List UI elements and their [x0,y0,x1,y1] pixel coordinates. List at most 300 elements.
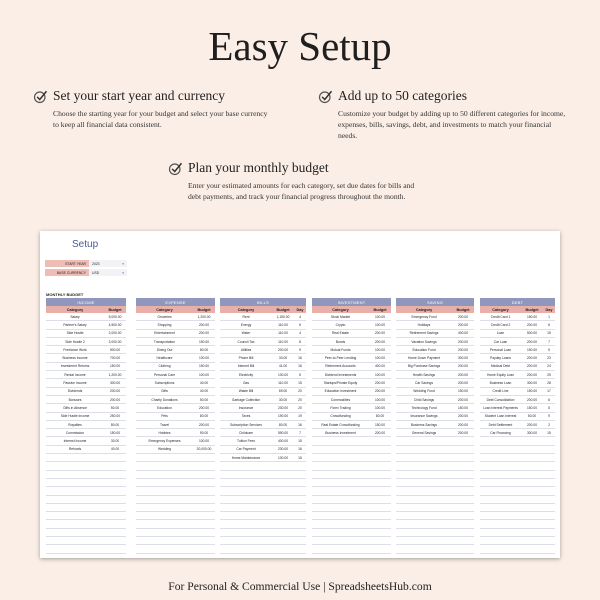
table-cell: 80.00 [199,414,209,419]
table-row[interactable] [312,371,391,379]
table-row[interactable] [220,363,306,371]
table-row[interactable] [46,330,126,338]
table-row[interactable] [396,479,474,487]
table-row[interactable] [220,479,306,487]
table-row[interactable] [396,537,474,545]
table-cell: Insurance Savings [410,414,438,419]
table-row[interactable] [136,313,215,321]
table-row[interactable] [136,388,215,396]
table-cell: Salary [70,314,80,319]
table-cell: Internet Bill [237,364,255,369]
table-row[interactable] [220,396,306,404]
table-cell: Vacation Savings [411,339,437,344]
table-row[interactable] [136,363,215,371]
currency-value: USD [92,270,100,275]
table-row[interactable] [312,504,391,512]
table-row[interactable] [396,462,474,470]
table-row[interactable] [220,487,306,495]
budget-table-bills [220,298,306,554]
table-row[interactable] [312,321,391,329]
table-cell: 15 [298,381,302,386]
table-row[interactable] [46,413,126,421]
table-row[interactable] [480,404,555,412]
table-cell: Peer-to-Peer Lending [324,356,357,361]
table-row[interactable] [480,379,555,387]
table-row[interactable] [220,421,306,429]
table-row[interactable] [46,346,126,354]
table-cell: 200.00 [457,364,469,369]
table-row[interactable] [312,346,391,354]
table-row[interactable] [46,354,126,362]
table-row[interactable] [220,520,306,528]
table-row[interactable] [480,454,555,462]
table-row[interactable] [46,545,126,553]
table-cell: Car Loan [493,339,508,344]
table-cell: 30.00 [278,397,288,402]
table-row[interactable] [136,479,215,487]
table-row[interactable] [480,537,555,545]
table-row[interactable] [220,330,306,338]
table-cell: 150.00 [526,405,538,410]
table-row[interactable] [220,454,306,462]
table-row[interactable] [312,338,391,346]
table-cell: 200.00 [109,389,121,394]
table-cell: 400.00 [374,364,386,369]
table-row[interactable] [46,454,126,462]
table-row[interactable] [480,330,555,338]
table-row[interactable] [220,512,306,520]
monthly-budget-label: MONTHLY BUDGET [46,292,84,297]
budget-table-expense [136,298,215,554]
table-row[interactable] [480,512,555,520]
table-row[interactable] [136,354,215,362]
table-row[interactable] [136,429,215,437]
table-cell: 200.00 [526,364,538,369]
table-cell: Debt Settlement [488,422,513,427]
table-row[interactable] [396,520,474,528]
table-row[interactable] [480,479,555,487]
table-row[interactable] [136,338,215,346]
table-row[interactable] [396,321,474,329]
table-row[interactable] [136,371,215,379]
table-row[interactable] [312,396,391,404]
table-row[interactable] [480,396,555,404]
table-row[interactable] [312,520,391,528]
table-row[interactable] [136,413,215,421]
table-row[interactable] [480,313,555,321]
table-row[interactable] [312,512,391,520]
table-row[interactable] [396,346,474,354]
table-cell: 100.00 [374,372,386,377]
table-row[interactable] [136,537,215,545]
table-cell: Loan Interest Payments [483,405,518,410]
start-year-value: 2023 [92,261,100,266]
table-cell: 300.00 [526,430,538,435]
table-row[interactable] [480,354,555,362]
table-row[interactable] [312,454,391,462]
table-cell: 50.00 [199,397,209,402]
table-row[interactable] [312,545,391,553]
table-row[interactable] [136,487,215,495]
table-cell: 40.00 [199,389,209,394]
table-row[interactable] [220,379,306,387]
table-cell: Groceries [157,314,172,319]
table-row[interactable] [480,496,555,504]
start-year-select[interactable] [89,260,127,267]
table-cell: Commodities [330,397,351,402]
table-row[interactable] [220,354,306,362]
table-row[interactable] [396,404,474,412]
table-row[interactable] [480,462,555,470]
table-cell: 90.00 [199,430,209,435]
table-row[interactable] [312,413,391,421]
table-cell: 150.00 [109,430,121,435]
table-row[interactable] [396,512,474,520]
table-cell: Childcare [239,430,253,435]
table-row[interactable] [46,429,126,437]
table-cell: Emergency Expenses [148,439,181,444]
table-cell: Council Tax [237,339,255,344]
table-row[interactable] [220,496,306,504]
table-row[interactable] [480,545,555,553]
table-row[interactable] [46,321,126,329]
table-row[interactable] [46,529,126,537]
table-row[interactable] [136,512,215,520]
table-row[interactable] [480,346,555,354]
table-row[interactable] [136,421,215,429]
table-row[interactable] [46,479,126,487]
feature-desc: Customize your budget by adding up to 50 different categories for income, expenses, bills, savings, debt, and investments to match your financial needs. [338,109,566,140]
column-header: Day [296,307,304,312]
table-cell: 80.00 [110,422,120,427]
table-header: INCOME [46,298,126,306]
budget-table-investment [312,298,391,554]
table-cell: Crowdfunding [330,414,351,419]
table-row[interactable] [136,471,215,479]
table-cell: General Savings [411,430,437,435]
table-cell: 100.00 [374,356,386,361]
currency-setting [45,269,127,276]
table-row[interactable] [220,537,306,545]
table-row[interactable] [396,437,474,445]
table-cell: 24 [547,364,551,369]
table-cell: Payday Loans [490,356,511,361]
table-row[interactable] [312,462,391,470]
table-row[interactable] [480,429,555,437]
table-row[interactable] [220,346,306,354]
table-header: DEBT [480,298,555,306]
table-row[interactable] [396,446,474,454]
table-cell: Side Hustle Income [60,414,90,419]
column-header: Category [237,307,255,312]
table-row[interactable] [46,371,126,379]
table-cell: 200.00 [457,347,469,352]
table-row[interactable] [312,313,391,321]
table-cell: 150.00 [198,364,210,369]
table-row[interactable] [396,396,474,404]
table-row[interactable] [46,404,126,412]
table-cell: Crypto [335,322,346,327]
table-row[interactable] [480,338,555,346]
table-row[interactable] [46,388,126,396]
table-cell: 150.00 [526,389,538,394]
table-row[interactable] [136,379,215,387]
table-cell: Retirement Savings [409,331,439,336]
table-cell: 15 [547,430,551,435]
table-cell: 19 [298,414,302,419]
table-cell: Credit Card 2 [490,322,511,327]
table-row[interactable] [312,529,391,537]
table-row[interactable] [220,313,306,321]
table-row[interactable] [46,504,126,512]
table-row[interactable] [480,421,555,429]
table-row[interactable] [312,429,391,437]
budget-table-debt [480,298,555,554]
table-row[interactable] [136,520,215,528]
table-cell: 200.00 [457,322,469,327]
table-row[interactable] [46,496,126,504]
table-row[interactable] [396,487,474,495]
table-cell: 300.00 [109,381,121,386]
table-cell: 100.00 [198,372,210,377]
table-row[interactable] [312,404,391,412]
table-row[interactable] [46,512,126,520]
table-row[interactable] [220,437,306,445]
table-row[interactable] [396,379,474,387]
table-cell: Dining Out [156,347,173,352]
feature-monthly-budget [168,160,428,202]
table-cell: 100.00 [198,439,210,444]
table-row[interactable] [480,520,555,528]
table-cell: 100.00 [374,322,386,327]
table-cell: 200.00 [457,430,469,435]
table-row[interactable] [46,446,126,454]
table-row[interactable] [46,363,126,371]
table-row[interactable] [480,529,555,537]
table-row[interactable] [396,388,474,396]
column-header: Category [415,307,433,312]
table-cell: 16 [298,422,302,427]
table-cell: 80.00 [278,422,288,427]
table-cell: 200.00 [198,422,210,427]
table-row[interactable] [46,313,126,321]
table-row[interactable] [480,388,555,396]
table-row[interactable] [220,462,306,470]
table-row[interactable] [396,421,474,429]
start-year-label: START YEAR [45,260,89,267]
table-cell: 200.00 [374,331,386,336]
table-cell: Startups/Private Equity [323,381,358,386]
table-row[interactable] [480,413,555,421]
table-cell: Education Investment [324,389,357,394]
table-row[interactable] [396,313,474,321]
table-cell: Side Hustle 2 [65,339,85,344]
table-row[interactable] [312,379,391,387]
table-cell: Royalties [68,422,82,427]
table-row[interactable] [46,520,126,528]
table-row[interactable] [220,371,306,379]
table-row[interactable] [220,504,306,512]
column-header: Category [332,307,349,312]
table-row[interactable] [136,330,215,338]
table-cell: Business Loan [489,381,512,386]
table-row[interactable] [396,429,474,437]
table-cell: 150.00 [374,422,386,427]
table-row[interactable] [396,471,474,479]
table-cell: 400.00 [277,439,289,444]
table-row[interactable] [220,545,306,553]
table-row[interactable] [396,529,474,537]
table-row[interactable] [220,471,306,479]
currency-label: BASE CURRENCY [45,269,89,276]
table-row[interactable] [396,330,474,338]
table-row[interactable] [46,487,126,495]
table-cell: 80.00 [199,347,209,352]
table-row[interactable] [136,496,215,504]
table-row[interactable] [312,437,391,445]
table-cell: Health Savings [412,372,436,377]
table-cell: 130.00 [198,356,210,361]
table-row[interactable] [46,537,126,545]
table-cell: 2,000.00 [108,339,122,344]
table-row[interactable] [220,388,306,396]
table-row[interactable] [136,504,215,512]
table-row[interactable] [46,338,126,346]
table-row[interactable] [220,429,306,437]
table-row[interactable] [220,446,306,454]
table-row[interactable] [220,338,306,346]
table-row[interactable] [136,545,215,553]
table-row[interactable] [396,413,474,421]
table-row[interactable] [136,321,215,329]
table-row[interactable] [136,346,215,354]
table-row[interactable] [136,446,215,454]
table-cell: Subscription Services [230,422,262,427]
table-cell: Gas [242,381,250,386]
table-row[interactable] [136,404,215,412]
table-cell: Big Purchase Savings [407,364,441,369]
table-row[interactable] [396,371,474,379]
table-row[interactable] [46,396,126,404]
table-cell: 2,000.00 [108,331,122,336]
table-cell: 25 [547,372,551,377]
table-cell: Car Payment [236,447,256,452]
table-cell: Tuition Fees [236,439,256,444]
table-row[interactable] [480,321,555,329]
table-row[interactable] [46,437,126,445]
table-cell: 150.00 [198,339,210,344]
table-row[interactable] [396,338,474,346]
table-cell: 590.00 [277,430,289,435]
table-row[interactable] [46,379,126,387]
table-row[interactable] [312,496,391,504]
table-cell: 2 [548,422,550,427]
table-cell: Personal Care [153,372,176,377]
table-row[interactable] [136,529,215,537]
table-cell: Retirement Accounts [325,364,356,369]
table-cell: 200.00 [526,322,538,327]
table-row[interactable] [312,363,391,371]
table-cell: 100.00 [374,397,386,402]
table-row[interactable] [46,462,126,470]
table-cell: 150.00 [526,347,538,352]
table-row[interactable] [312,354,391,362]
table-cell: Rent [242,314,250,319]
table-row[interactable] [46,421,126,429]
table-header: EXPENSE [136,298,215,306]
table-cell: 200.00 [374,339,386,344]
table-row[interactable] [396,354,474,362]
table-cell: Electricity [238,372,254,377]
table-cell: 150.00 [457,405,469,410]
table-header: SAVING [396,298,474,306]
table-row[interactable] [136,462,215,470]
table-cell: Medical Debt [490,364,511,369]
table-row[interactable] [312,479,391,487]
table-row[interactable] [480,504,555,512]
table-row[interactable] [312,537,391,545]
table-cell: 20,000.00 [196,447,212,452]
table-row[interactable] [220,404,306,412]
table-cell: Bonds [335,339,346,344]
table-row[interactable] [312,471,391,479]
table-row[interactable] [220,413,306,421]
table-row[interactable] [396,496,474,504]
table-cell: Home Down Payment [407,356,441,361]
table-row[interactable] [220,321,306,329]
table-row[interactable] [480,437,555,445]
table-row[interactable] [220,529,306,537]
table-row[interactable] [396,454,474,462]
feature-heading: Plan your monthly budget [188,160,329,175]
table-cell: 16 [298,364,302,369]
table-cell: 1 [548,314,550,319]
table-row[interactable] [396,545,474,553]
table-row[interactable] [396,504,474,512]
feature-categories [318,88,568,141]
table-row[interactable] [136,437,215,445]
table-cell: Business Investment [325,430,356,435]
table-row[interactable] [480,446,555,454]
table-row[interactable] [480,471,555,479]
table-row[interactable] [312,487,391,495]
sheet-title: Setup [72,239,99,250]
currency-select[interactable] [89,269,127,276]
table-row[interactable] [136,396,215,404]
table-cell: 150.00 [457,389,469,394]
table-row[interactable] [46,471,126,479]
check-circle-icon [33,89,48,104]
feature-desc: Enter your estimated amounts for each category, set due dates for bills and debt payments, and track your financial progress throughout the month. [188,181,415,201]
table-cell: Interest Income [63,439,87,444]
table-cell: Partner's Salary [63,322,87,327]
table-cell: 200.00 [457,414,469,419]
table-cell: 190.00 [277,414,289,419]
table-row[interactable] [396,363,474,371]
table-row[interactable] [312,388,391,396]
table-row[interactable] [312,446,391,454]
table-row[interactable] [312,330,391,338]
table-row[interactable] [480,371,555,379]
table-row[interactable] [480,363,555,371]
table-cell: Education [157,405,172,410]
column-headers [312,306,391,313]
table-cell: Refunds [68,447,82,452]
table-row[interactable] [312,421,391,429]
table-row[interactable] [480,487,555,495]
table-row[interactable] [136,454,215,462]
check-circle-icon [168,161,183,176]
